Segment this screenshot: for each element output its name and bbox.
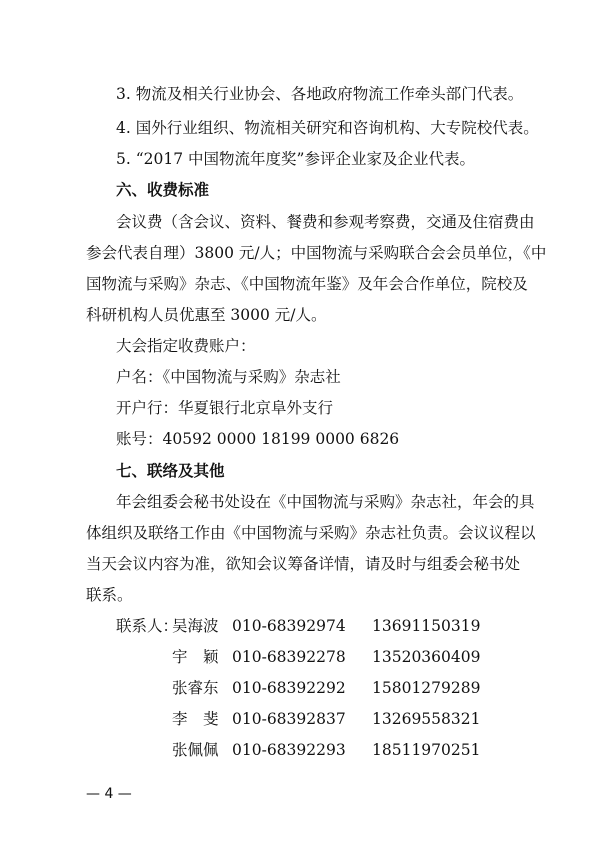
contact-name: 张睿东 bbox=[172, 679, 219, 697]
contact-tel: 010-68392278 bbox=[232, 648, 346, 666]
section-heading-fees: 六、收费标准 bbox=[116, 181, 210, 199]
fee-paragraph-line: 参会代表自理）3800 元/人；中国物流与采购联合会会员单位，《中 bbox=[86, 244, 547, 262]
fee-paragraph-line: 国物流与采购》杂志、《中国物流年鉴》及年会合作单位，院校及 bbox=[86, 275, 528, 293]
contact-tel: 010-68392974 bbox=[232, 617, 346, 635]
contact-tel: 010-68392293 bbox=[232, 741, 346, 759]
fee-paragraph-line: 会议费（含会议、资料、餐费和参观考察费，交通及住宿费由 bbox=[116, 213, 535, 231]
contact-mobile: 13691150319 bbox=[372, 617, 481, 635]
contact-mobile: 13520360409 bbox=[372, 648, 481, 666]
contact-name: 张佩佩 bbox=[172, 741, 219, 759]
attendee-item-4: 4. 国外行业组织、物流相关研究和咨询机构、大专院校代表。 bbox=[116, 119, 539, 137]
account-intro: 大会指定收费账户： bbox=[116, 337, 256, 355]
contact-paragraph-line: 联系。 bbox=[86, 586, 133, 604]
contact-tel: 010-68392292 bbox=[232, 679, 346, 697]
contact-label: 联系人： bbox=[116, 617, 179, 635]
attendee-item-3: 3. 物流及相关行业协会、各地政府物流工作牵头部门代表。 bbox=[116, 85, 524, 103]
contact-tel: 010-68392837 bbox=[232, 710, 346, 728]
contact-mobile: 18511970251 bbox=[372, 741, 481, 759]
page-number: — 4 — bbox=[86, 786, 132, 802]
contact-name: 宇 颖 bbox=[172, 648, 219, 666]
contact-mobile: 15801279289 bbox=[372, 679, 481, 697]
section-heading-contact: 七、联络及其他 bbox=[116, 462, 225, 480]
contact-paragraph-line: 年会组委会秘书处设在《中国物流与采购》杂志社，年会的具 bbox=[116, 493, 535, 511]
fee-paragraph-line: 科研机构人员优惠至 3000 元/人。 bbox=[86, 306, 327, 324]
account-bank: 开户行：华夏银行北京阜外支行 bbox=[116, 399, 334, 417]
contact-paragraph-line: 体组织及联络工作由《中国物流与采购》杂志社负责。会议议程以 bbox=[86, 524, 536, 542]
account-name: 户名：《中国物流与采购》杂志社 bbox=[116, 368, 341, 386]
contact-paragraph-line: 当天会议内容为准，欲知会议筹备详情，请及时与组委会秘书处 bbox=[86, 555, 521, 573]
contact-name: 吴海波 bbox=[172, 617, 219, 635]
contact-name: 李 斐 bbox=[172, 710, 219, 728]
account-number: 账号：40592 0000 18199 0000 6826 bbox=[116, 430, 400, 448]
attendee-item-5: 5. “2017 中国物流年度奖”参评企业家及企业代表。 bbox=[116, 150, 475, 168]
contact-mobile: 13269558321 bbox=[372, 710, 481, 728]
